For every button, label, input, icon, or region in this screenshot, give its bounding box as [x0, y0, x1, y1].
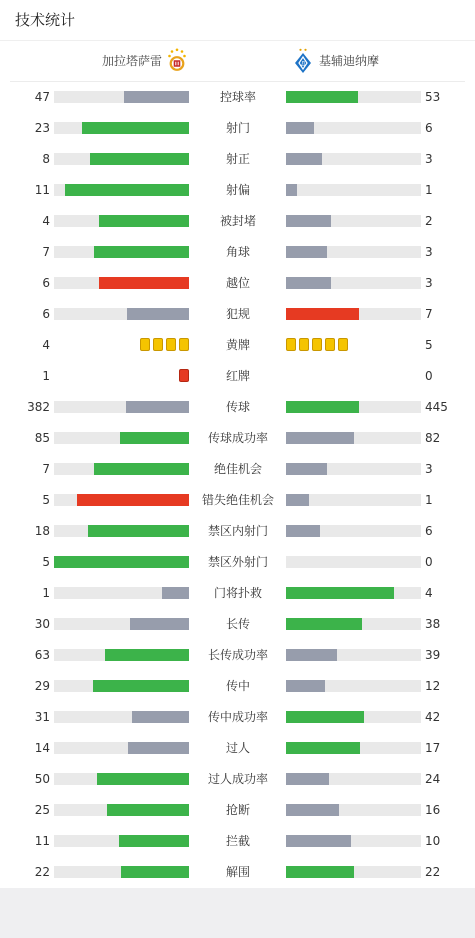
- away-stat-value: 16: [425, 803, 441, 817]
- home-stat-bar-fill: [99, 215, 189, 227]
- stat-label: 射正: [225, 152, 250, 166]
- stat-label: 黄牌: [225, 338, 250, 352]
- home-stat-value: 11: [34, 834, 50, 848]
- yellow-card-icon: [286, 338, 296, 351]
- away-stat-bar: [286, 463, 421, 475]
- home-stat-bar: [54, 742, 189, 754]
- home-stat-bar: [54, 618, 189, 630]
- home-stat-value: 6: [42, 276, 50, 290]
- home-stat-bar-fill: [94, 463, 189, 475]
- away-stat-bar-fill: [286, 835, 351, 847]
- home-stat-value: 23: [34, 121, 50, 135]
- away-stat-bar-fill: [286, 494, 309, 506]
- home-stat-bar: [54, 246, 189, 258]
- home-stat-value: 18: [34, 524, 50, 538]
- home-stat-bar-fill: [77, 494, 189, 506]
- home-stat-bar: [54, 804, 189, 816]
- away-stat-bar: [286, 215, 421, 227]
- home-stat-bar: [54, 711, 189, 723]
- away-stat-bar: [286, 804, 421, 816]
- stat-label: 错失绝佳机会: [201, 493, 274, 507]
- yellow-card-icon: [312, 338, 322, 351]
- stat-label: 被封堵: [219, 214, 256, 228]
- home-stat-bar-fill: [119, 835, 189, 847]
- section-title: 技术统计: [15, 11, 76, 29]
- home-stat-value: 25: [34, 803, 50, 817]
- stat-label: 过人: [225, 741, 250, 755]
- away-team-name[interactable]: 基辅迪纳摩: [319, 54, 380, 68]
- home-red-cards: [179, 369, 189, 383]
- away-stat-bar-fill: [286, 91, 358, 103]
- svg-text:Д: Д: [300, 61, 306, 68]
- stat-row: [0, 490, 475, 510]
- away-stat-bar: [286, 122, 421, 134]
- home-stat-bar-fill: [124, 91, 189, 103]
- home-stat-value: 7: [42, 462, 50, 476]
- home-stat-value: 47: [34, 90, 50, 104]
- away-yellow-cards: [286, 338, 348, 352]
- home-stat-bar-fill: [126, 401, 189, 413]
- home-stat-bar-fill: [82, 122, 189, 134]
- home-stat-bar: [54, 91, 189, 103]
- home-stat-bar: [54, 122, 189, 134]
- stat-row: [0, 304, 475, 324]
- home-stat-value: 1: [42, 369, 50, 383]
- away-stat-bar: [286, 866, 421, 878]
- home-stat-bar-fill: [130, 618, 189, 630]
- home-stat-bar-fill: [107, 804, 189, 816]
- away-stat-value: 3: [425, 152, 433, 166]
- away-stat-bar-fill: [286, 866, 354, 878]
- home-stat-bar: [54, 494, 189, 506]
- away-stat-bar-fill: [286, 680, 325, 692]
- away-stat-value: 12: [425, 679, 441, 693]
- away-stat-bar-fill: [286, 742, 360, 754]
- away-stat-bar-fill: [286, 184, 297, 196]
- home-stat-bar-fill: [127, 308, 189, 320]
- home-stat-value: 4: [42, 214, 50, 228]
- home-stat-bar-fill: [97, 773, 189, 785]
- home-stat-bar-fill: [93, 680, 189, 692]
- stat-label: 绝佳机会: [213, 462, 262, 476]
- home-stat-bar-fill: [132, 711, 189, 723]
- away-stat-value: 3: [425, 462, 433, 476]
- away-stat-bar-fill: [286, 401, 359, 413]
- home-stat-bar-fill: [162, 587, 189, 599]
- away-stat-value: 7: [425, 307, 433, 321]
- away-stat-bar-fill: [286, 587, 394, 599]
- home-stat-bar: [54, 680, 189, 692]
- stat-row: [0, 583, 475, 603]
- stat-label: 射门: [225, 121, 250, 135]
- stat-row: [0, 87, 475, 107]
- stat-label: 传中: [225, 679, 250, 693]
- away-stat-bar: [286, 153, 421, 165]
- away-stat-bar: [286, 773, 421, 785]
- home-stat-value: 11: [34, 183, 50, 197]
- stat-label: 越位: [225, 276, 250, 290]
- stat-row: [0, 366, 475, 386]
- away-stat-bar: [286, 711, 421, 723]
- yellow-card-icon: [325, 338, 335, 351]
- stat-label: 控球率: [219, 90, 256, 104]
- away-stat-bar-fill: [286, 215, 331, 227]
- stat-label: 红牌: [225, 369, 250, 383]
- away-stat-value: 3: [425, 276, 433, 290]
- away-stat-bar: [286, 494, 421, 506]
- galatasaray-logo-icon[interactable]: [166, 48, 188, 72]
- away-stat-bar: [286, 308, 421, 320]
- stat-row: [0, 769, 475, 789]
- away-stat-value: 2: [425, 214, 433, 228]
- stat-row: [0, 118, 475, 138]
- home-stat-bar-fill: [54, 556, 189, 568]
- dynamo-kyiv-logo-icon[interactable]: [292, 48, 314, 74]
- away-stat-bar-fill: [286, 277, 331, 289]
- home-stat-bar: [54, 277, 189, 289]
- away-stat-value: 82: [425, 431, 441, 445]
- stat-label: 禁区外射门: [207, 555, 268, 569]
- away-stat-bar-fill: [286, 773, 329, 785]
- home-stat-bar-fill: [65, 184, 189, 196]
- stat-label: 传球: [225, 400, 250, 414]
- away-stat-bar: [286, 742, 421, 754]
- away-stat-bar: [286, 432, 421, 444]
- away-stat-value: 6: [425, 121, 433, 135]
- away-stat-value: 0: [425, 369, 433, 383]
- away-stat-bar-fill: [286, 122, 314, 134]
- home-stat-bar: [54, 587, 189, 599]
- away-stat-value: 0: [425, 555, 433, 569]
- yellow-card-icon: [338, 338, 348, 351]
- stat-label: 长传: [225, 617, 250, 631]
- home-stat-value: 31: [34, 710, 50, 724]
- away-stat-value: 24: [425, 772, 441, 786]
- stat-row: [0, 707, 475, 727]
- away-stat-value: 5: [425, 338, 433, 352]
- away-stat-bar: [286, 587, 421, 599]
- stat-row: [0, 521, 475, 541]
- away-stat-bar: [286, 184, 421, 196]
- home-stat-bar-fill: [99, 277, 189, 289]
- stat-row: [0, 211, 475, 231]
- stat-row: [0, 552, 475, 572]
- away-stat-value: 42: [425, 710, 441, 724]
- stat-label: 抢断: [225, 803, 250, 817]
- away-stat-bar: [286, 680, 421, 692]
- home-stat-value: 85: [34, 431, 50, 445]
- home-stat-value: 30: [34, 617, 50, 631]
- away-stat-value: 39: [425, 648, 441, 662]
- home-stat-bar: [54, 649, 189, 661]
- away-stat-bar: [286, 618, 421, 630]
- away-stat-value: 3: [425, 245, 433, 259]
- stat-row: [0, 614, 475, 634]
- away-stat-value: 445: [425, 400, 448, 414]
- stat-row: [0, 397, 475, 417]
- stat-label: 长传成功率: [207, 648, 268, 662]
- stat-row: [0, 242, 475, 262]
- home-stat-value: 4: [42, 338, 50, 352]
- stat-row: [0, 180, 475, 200]
- away-stat-bar-fill: [286, 246, 327, 258]
- home-stat-bar-fill: [121, 866, 189, 878]
- home-stat-bar: [54, 525, 189, 537]
- red-card-icon: [179, 369, 189, 382]
- away-stat-bar: [286, 277, 421, 289]
- stat-label: 传中成功率: [207, 710, 268, 724]
- home-stat-bar: [54, 556, 189, 568]
- stat-row: [0, 335, 475, 355]
- away-stat-bar-fill: [286, 804, 339, 816]
- home-stat-value: 22: [34, 865, 50, 879]
- away-stat-bar-fill: [286, 153, 322, 165]
- home-stat-value: 5: [42, 555, 50, 569]
- stat-label: 射偏: [225, 183, 250, 197]
- home-stat-bar-fill: [128, 742, 189, 754]
- home-stat-bar-fill: [88, 525, 189, 537]
- away-stat-bar: [286, 246, 421, 258]
- stat-row: [0, 676, 475, 696]
- yellow-card-icon: [299, 338, 309, 351]
- away-stat-value: 38: [425, 617, 441, 631]
- away-stat-bar-fill: [286, 618, 362, 630]
- home-stat-bar: [54, 835, 189, 847]
- away-stat-value: 22: [425, 865, 441, 879]
- away-stat-bar: [286, 835, 421, 847]
- home-stat-bar: [54, 463, 189, 475]
- away-stat-bar: [286, 525, 421, 537]
- divider: [10, 81, 465, 82]
- yellow-card-icon: [153, 338, 163, 351]
- home-stat-value: 7: [42, 245, 50, 259]
- stat-row: [0, 862, 475, 882]
- home-stat-value: 14: [34, 741, 50, 755]
- away-stat-value: 17: [425, 741, 441, 755]
- home-stat-value: 5: [42, 493, 50, 507]
- home-stat-value: 1: [42, 586, 50, 600]
- away-stat-bar: [286, 649, 421, 661]
- away-stat-value: 53: [425, 90, 441, 104]
- stat-row: [0, 459, 475, 479]
- home-stat-bar: [54, 866, 189, 878]
- away-stat-bar-fill: [286, 649, 337, 661]
- stat-row: [0, 800, 475, 820]
- away-stat-value: 1: [425, 493, 433, 507]
- stat-label: 传球成功率: [207, 431, 268, 445]
- home-stat-value: 29: [34, 679, 50, 693]
- stat-row: [0, 428, 475, 448]
- away-stat-bar: [286, 556, 421, 568]
- away-stat-bar-fill: [286, 711, 364, 723]
- home-yellow-cards: [140, 338, 189, 352]
- stat-label: 角球: [225, 245, 250, 259]
- away-stat-value: 6: [425, 524, 433, 538]
- stat-row: [0, 645, 475, 665]
- yellow-card-icon: [166, 338, 176, 351]
- away-stat-bar: [286, 91, 421, 103]
- home-stat-value: 382: [27, 400, 50, 414]
- home-team-name[interactable]: 加拉塔萨雷: [101, 54, 162, 68]
- yellow-card-icon: [140, 338, 150, 351]
- yellow-card-icon: [179, 338, 189, 351]
- stat-row: [0, 149, 475, 169]
- home-stat-bar: [54, 184, 189, 196]
- home-stat-bar: [54, 215, 189, 227]
- stat-label: 过人成功率: [207, 772, 268, 786]
- home-stat-bar: [54, 308, 189, 320]
- away-stat-bar-fill: [286, 463, 327, 475]
- stat-label: 拦截: [225, 834, 250, 848]
- stat-label: 解围: [225, 865, 250, 879]
- home-stat-value: 6: [42, 307, 50, 321]
- stat-label: 禁区内射门: [207, 524, 268, 538]
- away-stat-bar-fill: [286, 308, 359, 320]
- stat-row: [0, 273, 475, 293]
- home-stat-bar: [54, 773, 189, 785]
- stat-row: [0, 738, 475, 758]
- away-stat-value: 1: [425, 183, 433, 197]
- home-stat-value: 50: [34, 772, 50, 786]
- home-stat-bar: [54, 432, 189, 444]
- away-stat-value: 10: [425, 834, 441, 848]
- home-stat-bar: [54, 401, 189, 413]
- home-stat-value: 63: [34, 648, 50, 662]
- team-header: [0, 41, 475, 81]
- away-stat-bar-fill: [286, 432, 354, 444]
- home-stat-bar-fill: [94, 246, 189, 258]
- home-stat-bar: [54, 153, 189, 165]
- home-stat-value: 8: [42, 152, 50, 166]
- away-stat-value: 4: [425, 586, 433, 600]
- home-stat-bar-fill: [120, 432, 189, 444]
- stat-label: 门将扑救: [213, 586, 262, 600]
- stat-row: [0, 831, 475, 851]
- away-stat-bar: [286, 401, 421, 413]
- away-stat-bar-fill: [286, 525, 320, 537]
- home-stat-bar-fill: [90, 153, 189, 165]
- home-stat-bar-fill: [105, 649, 189, 661]
- stat-label: 犯规: [225, 307, 250, 321]
